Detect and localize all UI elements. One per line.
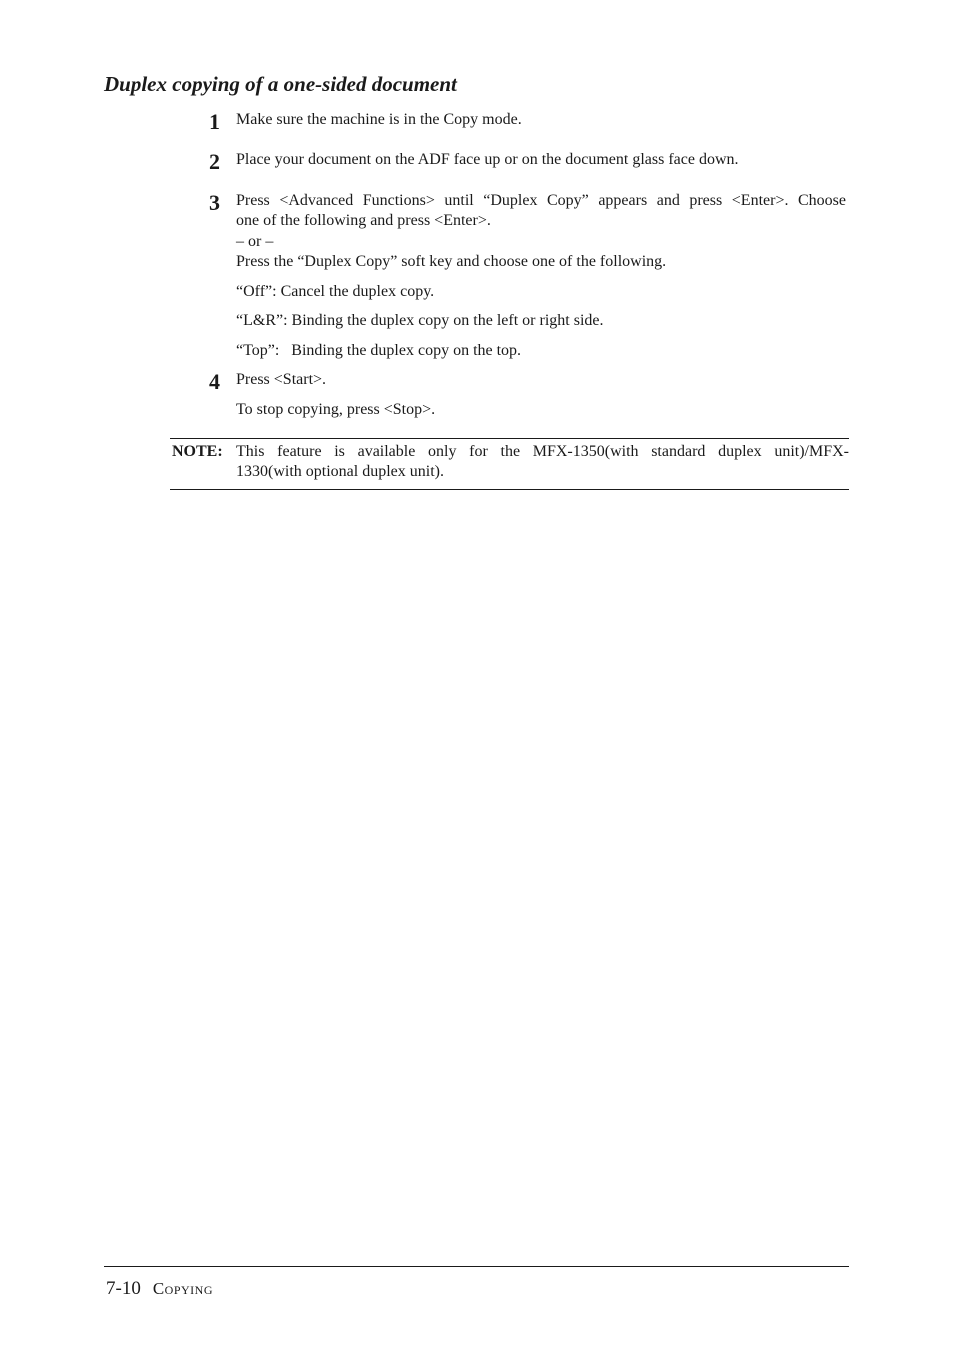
page-number: 7-10	[106, 1278, 141, 1299]
footer-rule	[104, 1266, 849, 1267]
note-label: NOTE:	[172, 443, 223, 460]
step-4-line-2: To stop copying, press <Stop>.	[236, 401, 436, 418]
step-number-4: 4	[209, 369, 220, 394]
step-3-line-2: one of the following and press <Enter>.	[236, 212, 491, 229]
section-heading: Duplex copying of a one-sided document	[104, 72, 457, 96]
step-number-3: 3	[209, 190, 220, 215]
note-line-2: 1330(with optional duplex unit).	[236, 463, 444, 480]
step-3-line-1: Press <Advanced Functions> until “Duplex Copy” appears and press <Enter>. Choose	[236, 192, 846, 209]
step-3-option-lr: “L&R”: Binding the duplex copy on the left or right side.	[236, 312, 604, 329]
footer-section-title: Copying	[152, 1279, 214, 1298]
step-4-line-1: Press <Start>.	[236, 371, 327, 388]
step-3-line-4: Press the “Duplex Copy” soft key and choose one of the following.	[236, 253, 667, 270]
note-bottom-rule	[170, 489, 849, 490]
note-top-rule	[170, 438, 849, 439]
step-3-or-separator: – or –	[236, 233, 274, 250]
step-1-text: Make sure the machine is in the Copy mode.	[236, 111, 522, 128]
step-3-option-off: “Off”: Cancel the duplex copy.	[236, 283, 435, 300]
note-line-1: This feature is available only for the MFX-1350(with standard duplex unit)/MFX-	[236, 443, 849, 460]
step-number-1: 1	[209, 109, 220, 134]
step-2-text: Place your document on the ADF face up or on the document glass face down.	[236, 151, 739, 168]
step-number-2: 2	[209, 149, 220, 174]
step-3-option-top: “Top”: Binding the duplex copy on the top.	[236, 342, 522, 359]
page-footer	[106, 1278, 213, 1300]
